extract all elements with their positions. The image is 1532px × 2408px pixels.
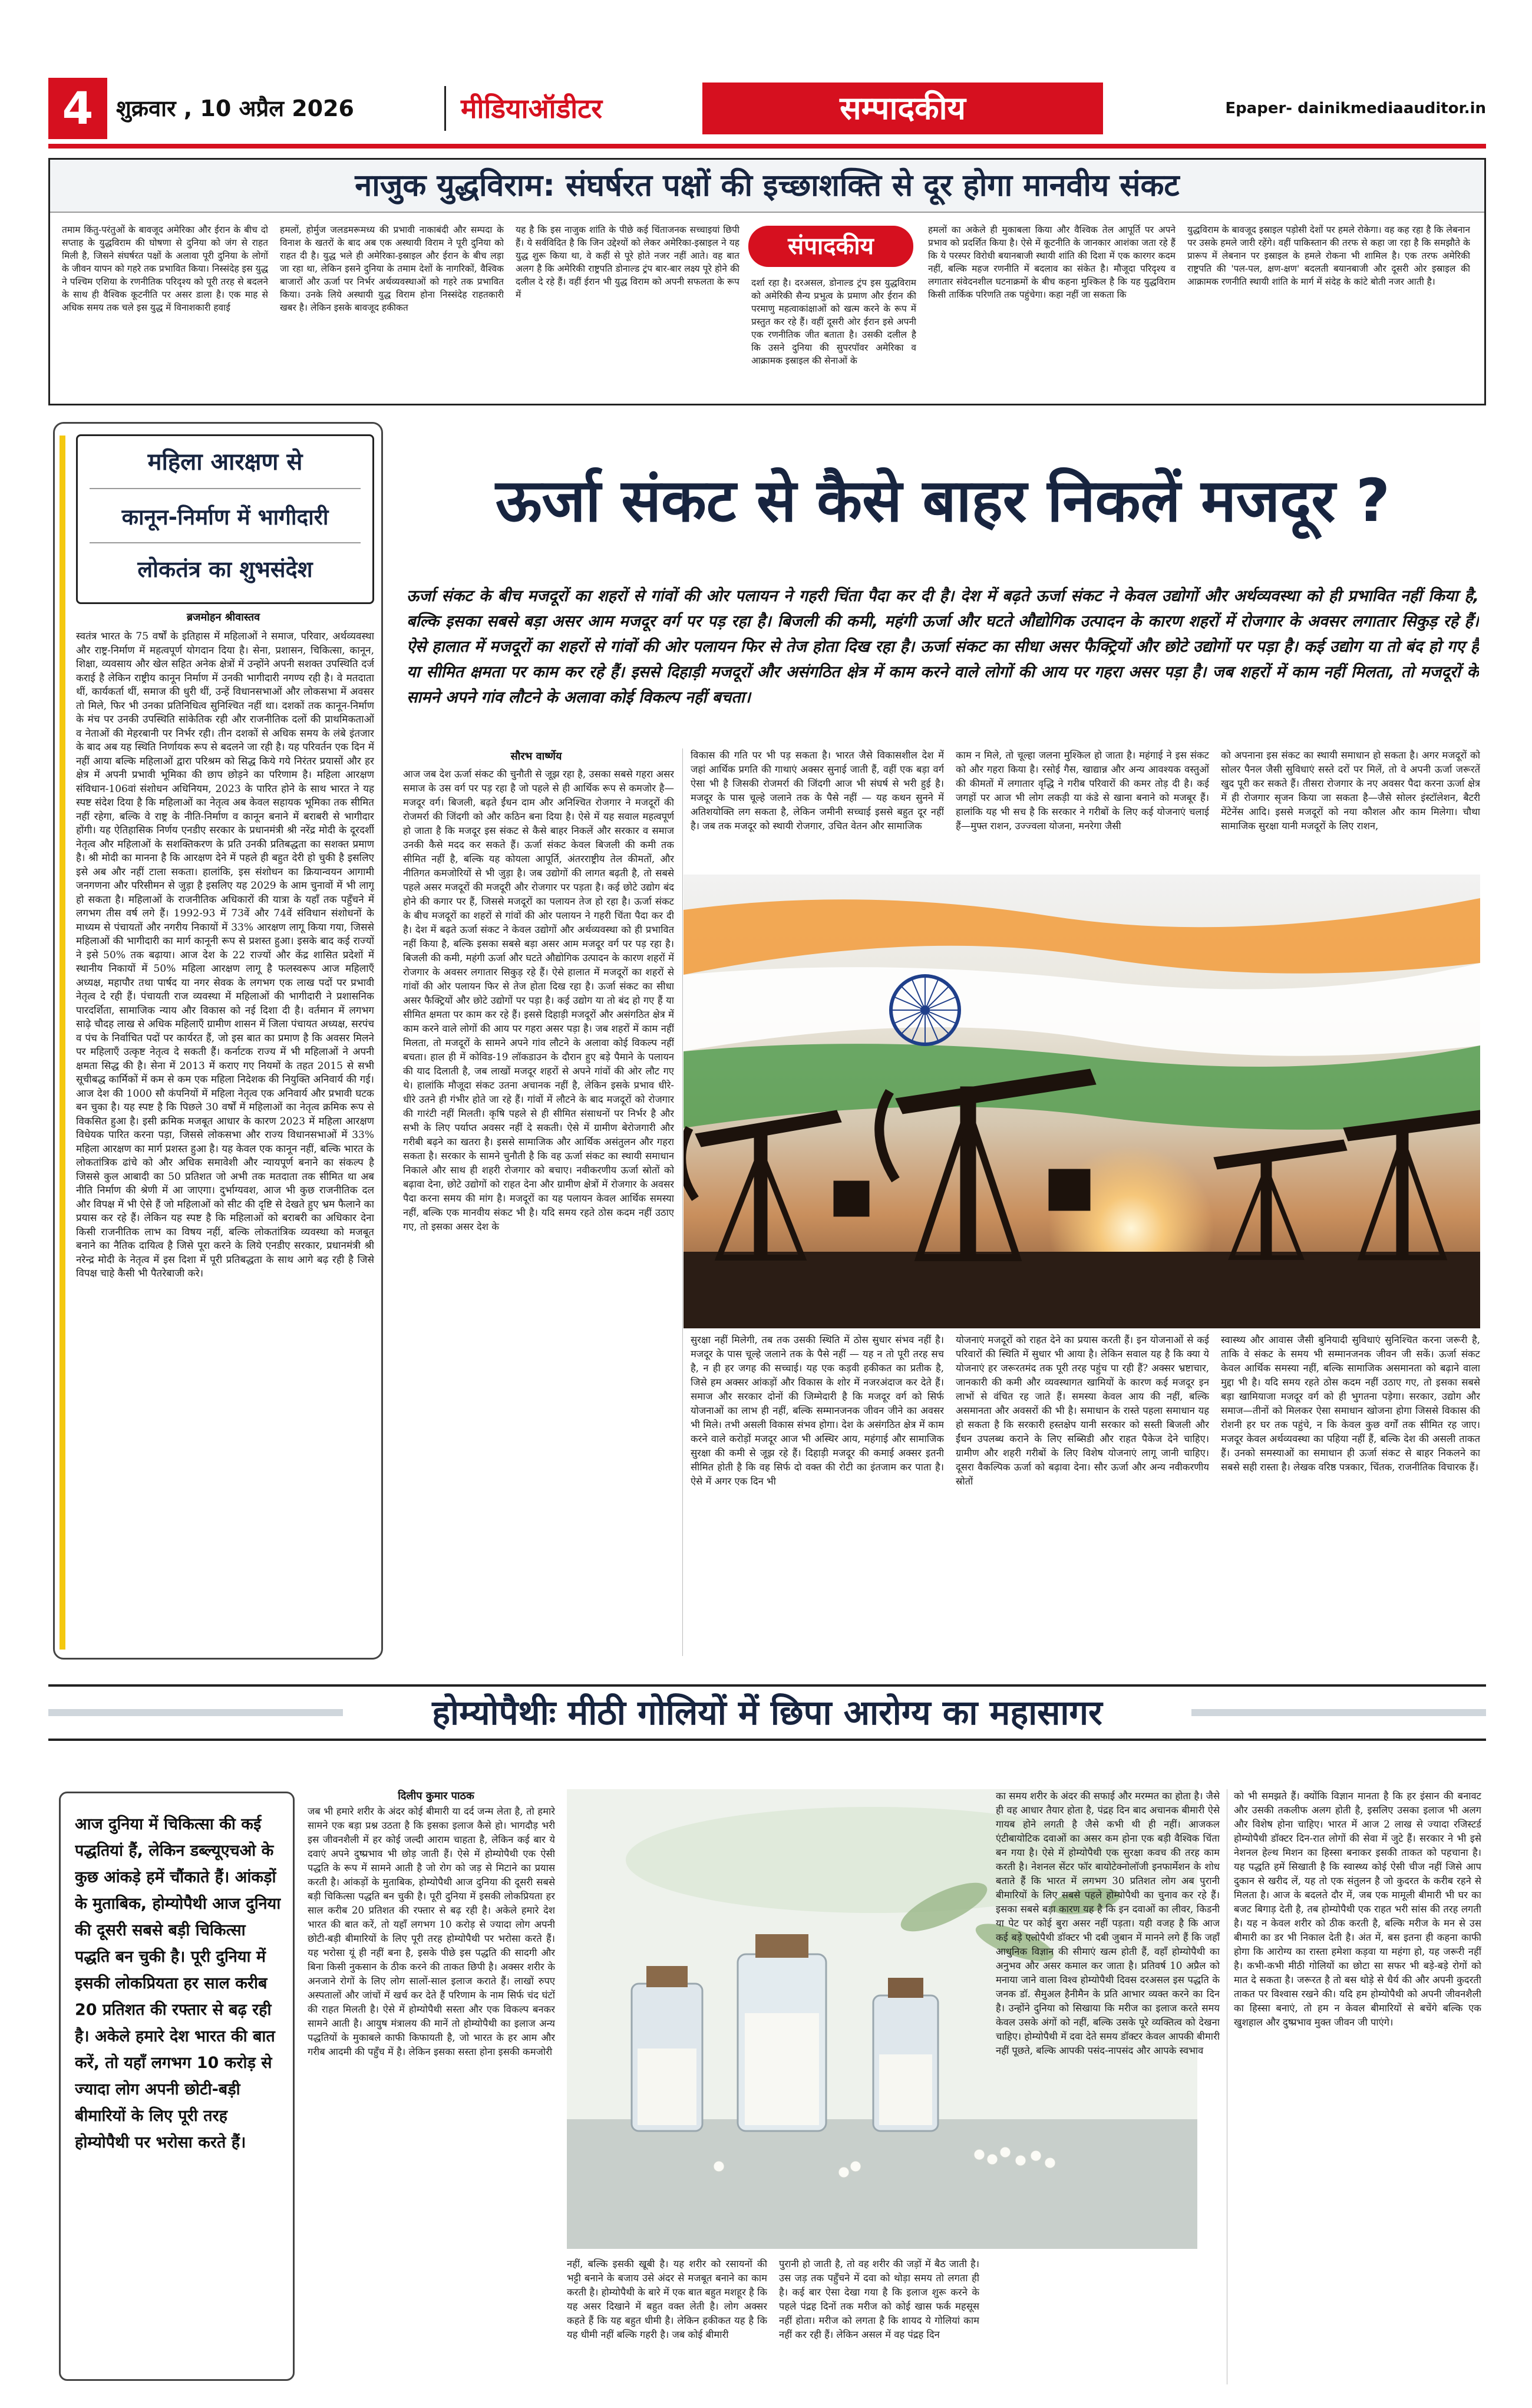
- editorial-col-2: हमलों, होर्मुज जलडमरूमध्य की प्रभावी नाकाबंदी और सम्पदा के विनाश के खतरों के बाद अब एक अस्थायी विराम ने पूरी दुनिया को राहत दी है। युद्ध भले ही अमेरिका-इस्राइल और ईरान के बीच लड़ा जा रहा था, लेकिन इसने दुनिया के तमाम देशों के नागरिकों, वैश्विक बाजारों और ऊर्जा पर निर्भर अर्थव्यवस्थाओं को गहरे तक प्रभावित किया। उनके लिये अस्थायी युद्ध विराम होना निस्संदेह राहतकारी खबर है। लेकिन इसके बावजूद हकीकत: [280, 225, 504, 313]
- homeopathy-headline-bar: [48, 1684, 1486, 1741]
- oil-pumpjack-sunset-flag-icon: [684, 875, 1480, 1328]
- sidebar-headline-box: [76, 434, 374, 604]
- section-banner: सम्पादकीय: [702, 83, 1103, 134]
- sidebar-headline-rule: [90, 488, 361, 489]
- homeopathy-col-5: को भी समझते हैं। क्योंकि विज्ञान मानता है कि हर इंसान की बनावट और उसकी तकलीफ अलग होती है, इसलिए उसका इलाज भी अलग और विशेष होना चाहिए। भारत में आज 2 लाख से ज्यादा रजिस्टर्ड होम्योपैथी डॉक्टर दिन-रात लोगों की सेवा में जुटे हैं। सरकार ने भी इसे नेशनल हेल्थ मिशन का हिस्सा बनाकर इसकी ताकत को पहचाना है। यह पद्धति हमें सिखाती है कि स्वास्थ्य कोई ऐसी चीज नहीं जिसे आप दुकान से खरीद लें, यह तो एक संतुलन है जो कुदरत के करीब रहने से मिलता है। आज के बदलते दौर में, जब एक मामूली बीमारी भी घर का बजट बिगाड़ देती है, तब होम्योपैथी एक राहत भरी सांस की तरह लगती है। यह न केवल शरीर को ठीक करती है, बल्कि मरीज के मन से उस बीमारी का डर भी निकाल देती है। अंत में, बस इतना ही कहना काफी होगा कि आरोग्य का रास्ता हमेशा कड़वा या महंगा हो, यह जरूरी नहीं है। कभी-कभी मीठी गोलियों का छोटा सा सफर भी बड़े-बड़े रोगों को मात दे सकता है। जरूरत है तो बस थोड़े से धैर्य की और अपनी कुदरती ताकत पर विश्वास रखने की। यदि हम होम्योपैथी को अपनी जीवनशैली का हिस्सा बनाएं, तो हम न केवल बीमारियों से बचेंगे बल्कि एक खुशहाल और दुष्प्रभाव मुक्त जीवन जी पाएंगे।: [1234, 1790, 1481, 2028]
- oil-pumpjack-image: [684, 875, 1480, 1328]
- energy-col-2-top: विकास की गति पर भी पड़ सकता है। भारत जैसे विकासशील देश में जहां आर्थिक प्रगति की गाथाएं अक्सर सुनाई जाती हैं, वहीं एक बड़ा वर्ग ऐसा भी है जिसकी रोजमर्रा की जिंदगी आज भी संघर्ष से भरी हुई है। मजदूर के पास चूल्हे जलाने तक के पैसे नहीं — यह कथन सुनने में अतिशयोक्ति लग सकता है, लेकिन जमीनी सच्चाई इससे बहुत दूर नहीं है। जब तक मजदूर को स्थायी रोजगार, उचित वेतन और सामाजिक: [691, 750, 944, 832]
- editorial-headline: नाजुक युद्धविराम: संघर्षरत पक्षों की इच्छाशक्ति से दूर होगा मानवीय संकट: [355, 168, 1180, 203]
- homeopathy-col-1: जब भी हमारे शरीर के अंदर कोई बीमारी या दर्द जन्म लेता है, तो हमारे सामने एक बड़ा प्रश्न उठता है कि इसका इलाज कैसे हो। भागदौड़ भरी इस जीवनशैली में हर कोई जल्दी आराम चाहता है, लेकिन कई बार ये दवाएं अपने दुष्प्रभाव भी छोड़ जाती हैं। ऐसे में होम्योपैथी एक ऐसी पद्धति के रूप में सामने आती है जो रोग को जड़ से मिटाने का प्रयास करती है। आंकड़ों के मुताबिक, होम्योपैथी आज दुनिया की दूसरी सबसे बड़ी चिकित्सा पद्धति बन चुकी है। पूरी दुनिया में इसकी लोकप्रियता हर साल करीब 20 प्रतिशत की रफ्तार से बढ़ रही है। अकेले हमारे देश भारत की बात करें, तो यहाँ लगभग 10 करोड़ से ज्यादा लोग अपनी छोटी-बड़ी बीमारियों के लिए पूरी तरह होम्योपैथी पर भरोसा करते हैं। यह भरोसा यूं ही नहीं बना है, इसके पीछे इस पद्धति की सादगी और बिना किसी नुकसान के ठीक करने की ताकत छिपी है। अक्सर शरीर के अनजाने रोगों के लिए लोग सालों-साल इलाज कराते हैं। लाखों रुपए अस्पतालों और जांचों में खर्च कर देते हैं परिणाम के नाम सिर्फ चंद घंटों की राहत मिलती है। ऐसे में होम्योपैथी सस्ता और एक विकल्प बनकर सामने आती है। आयुष मंत्रालय की मानें तो होम्योपैथी का इलाज अन्य पद्धतियों के मुकाबले काफी किफायती है, जो भारत के हर आम और गरीब आदमी की पहुँच में है। लेकिन इसका सस्ता होना इसकी कमजोरी: [308, 1806, 555, 2057]
- energy-col-4-top: को अपनाना इस संकट का स्थायी समाधान हो सकता है। अगर मजदूरों को सोलर पैनल जैसी सुविधाएं सस्ते दरों पर मिलें, तो वे अपनी ऊर्जा जरूरतें खुद पूरी कर सकते हैं। तीसरा रोजगार के नए अवसर पैदा करना ऊर्जा क्षेत्र में ही रोजगार सृजन किया जा सकता है—जैसे सोलर इंस्टॉलेशन, बैटरी मेंटेनेंस आदि। इससे मजदूरों को नया कौशल और काम मिलेगा। चौथा सामाजिक सुरक्षा यानी मजदूरों के लिए राशन,: [1221, 750, 1480, 832]
- editorial-article: [48, 158, 1486, 405]
- editorial-stamp: संपादकीय: [748, 226, 913, 267]
- editorial-col-6: युद्धविराम के बावजूद इस्राइल पड़ोसी देशों पर हमले रोकेगा। वह कह रहा है कि लेबनान पर उसके हमले जारी रहेंगे। वहीं पाकिस्तान की तरफ से कहा जा रहा है कि समझौते के प्रारूप में लेबनान पर इस्राइल के हमले रोकना भी शामिल है। एक तरफ अमेरिकी राष्ट्रपति की 'पल-पल, क्षण-क्षण' बदलती बयानबाजी और दूसरी ओर इस्राइल की आक्रामक रणनीति स्थायी शांति के मार्ग में संदेह के कांटे बोती नजर आती है।: [1187, 225, 1470, 287]
- masthead-rule: [48, 144, 1486, 149]
- sidebar-headline-rule-2: [90, 542, 361, 543]
- homeopathy-pullquote-box: [59, 1792, 295, 2381]
- homeopathy-pullquote: आज दुनिया में चिकित्सा की कई पद्धतियां हैं, लेकिन डब्ल्यूएचओ के कुछ आंकड़े हमें चौंकाते हैं। आंकड़ों के मुताबिक, होम्योपैथी आज दुनिया की दूसरी सबसे बड़ी चिकित्सा पद्धति बन चुकी है। पूरी दुनिया में इसकी लोकप्रियता हर साल करीब 20 प्रतिशत की रफ्तार से बढ़ रही है। अकेले हमारे देश भारत की बात करें, तो यहाँ लगभग 10 करोड़ से ज्यादा लोग अपनी छोटी-बड़ी बीमारियों के लिए पूरी तरह होम्योपैथी पर भरोसा करते हैं।: [75, 1815, 281, 2152]
- page-number: 4: [48, 78, 107, 139]
- masthead: [48, 78, 1486, 139]
- epaper-url[interactable]: Epaper- dainikmediaauditor.in: [1225, 100, 1486, 117]
- energy-headline: ऊर्जा संकट से कैसे बाहर निकलें मजदूर ?: [495, 466, 1391, 535]
- energy-col-rule-1: [682, 748, 683, 1656]
- energy-standfirst: ऊर्जा संकट के बीच मजदूरों का शहरों से गांवों की ओर पलायन ने गहरी चिंता पैदा कर दी है। देश में बढ़ते ऊर्जा संकट ने केवल उद्योगों और अर्थव्यवस्था को ही प्रभावित नहीं किया है, बल्कि इसका सबसे बड़ा असर आम मजदूर वर्ग पर पड़ रहा है। बिजली की कमी, महंगी ऊर्जा और घटते औद्योगिक उत्पादन के कारण शहरों में रोजगार के अवसर लगातार सिकुड़ रहे हैं। ऐसे हालात में मजदूरों का शहरों से गांवों की ओर पलायन फिर से तेज होता दिख रहा है। ऊर्जा संकट का सीधा असर फैक्ट्रियों और छोटे उद्योगों पर पड़ा है। कई उद्योग या तो बंद हो गए हैं या सीमित क्षमता पर काम कर रहे हैं। इससे दिहाड़ी मजदूरों और असंगठित क्षेत्र में काम करने वाले लोगों की आय पर गहरा असर पड़ा है। जब शहरों में काम नहीं मिलता, तो मजदूरों के सामने अपने गांव लौटने के अलावा कोई विकल्प नहीं बचता।: [407, 587, 1479, 707]
- energy-col-1: आज जब देश ऊर्जा संकट की चुनौती से जूझ रहा है, उसका सबसे गहरा असर समाज के उस वर्ग पर पड़ रहा है जो पहले से ही आर्थिक रूप से कमजोर है—मजदूर वर्ग। बिजली, बढ़ते ईंधन दाम और अनिश्चित रोजगार ने मजदूरों की रोजमर्रा की जिंदगी को और कठिन बना दिया है। ऐसे में यह सवाल महत्वपूर्ण हो जाता है कि मजदूर इस संकट से कैसे बाहर निकलें और सरकार व समाज उनकी कैसे मदद कर सकते हैं। ऊर्जा संकट केवल बिजली की कमी तक सीमित नहीं है, बल्कि यह कोयला आपूर्ति, अंतरराष्ट्रीय तेल कीमतों, और नीतिगत कमजोरियों से भी जुड़ा है। जब उद्योगों की लागत बढ़ती है, तो सबसे पहले असर मजदूरों की मजदूरी और रोजगार पर पड़ता है। कई छोटे उद्योग बंद होने की कगार पर हैं, जिससे मजदूरों का पलायन तेज हो रहा है। ऊर्जा संकट के बीच मजदूरों का शहरों से गांवों की ओर पलायन ने गहरी चिंता पैदा कर दी है। देश में बढ़ते ऊर्जा संकट ने केवल उद्योगों और अर्थव्यवस्था को ही प्रभावित नहीं किया है, बल्कि इसका सबसे बड़ा असर आम मजदूर वर्ग पर पड़ रहा है। बिजली की कमी, महंगी ऊर्जा और घटते औद्योगिक उत्पादन के कारण शहरों में रोजगार के अवसर लगातार सिकुड़ रहे हैं। ऐसे हालात में मजदूरों का शहरों से गांवों की ओर पलायन फिर से तेज होता दिख रहा है। ऊर्जा संकट का सीधा असर फैक्ट्रियों और छोटे उद्योगों पर पड़ा है। कई उद्योग या तो बंद हो गए हैं या सीमित क्षमता पर काम कर रहे हैं। इससे दिहाड़ी मजदूरों और असंगठित क्षेत्र में काम करने वाले लोगों की आय पर गहरा असर पड़ा है। जब शहरों में काम नहीं मिलता, तो मजदूरों के सामने अपने गांव लौटने के अलावा कोई विकल्प नहीं बचता। हाल ही में कोविड-19 लॉकडाउन के दौरान हुए बड़े पैमाने के पलायन की याद दिलाती है, जब लाखों मजदूर शहरों से अपने गांवों की ओर लौट गए थे। हालांकि मौजूदा संकट उतना अचानक नहीं है, लेकिन इसके प्रभाव धीरे-धीरे उतने ही गंभीर होते जा रहे हैं। गांवों में लौटने के बाद मजदूरों को रोजगार की गारंटी नहीं मिलती। कृषि पहले से ही सीमित संसाधनों पर निर्भर है और सभी के लिए पर्याप्त अवसर नहीं दे सकती। ऐसे में ग्रामीण बेरोजगारी और गरीबी बढ़ने का खतरा है। इससे सामाजिक और आर्थिक असंतुलन और गहरा सकता है। सरकार के सामने चुनौती है कि वह ऊर्जा संकट का स्थायी समाधान निकाले और साथ ही शहरी रोजगार को बचाए। नवीकरणीय ऊर्जा स्रोतों को बढ़ावा देना, छोटे उद्योगों को राहत देना और ग्रामीण क्षेत्रों में रोजगार के अवसर पैदा करना समय की मांग है। मजदूरों का यह पलायन केवल आर्थिक समस्या नहीं, बल्कि एक मानवीय संकट भी है। यदि समय रहते ठोस कदम नहीं उठाए गए, तो इसका असर देश के: [403, 768, 674, 1232]
- homeopathy-col-2: नहीं, बल्कि इसकी खूबी है। यह शरीर को रसायनों की भट्टी बनाने के बजाय उसे अंदर से मजबूत बनाने का काम करती है। होम्योपैथी के बारे में एक बात बहुत मशहूर है कि यह असर दिखाने में बहुत वक्त लेती है। लोग अक्सर कहते हैं कि यह बहुत धीमी है। लेकिन हकीकत यह है कि यह धीमी नहीं बल्कि गहरी है। जब कोई बीमारी: [567, 2258, 767, 2340]
- energy-col-3-top: काम न मिले, तो चूल्हा जलना मुश्किल हो जाता है। महंगाई ने इस संकट को और गहरा किया है। रसोई गैस, खाद्यान्न और अन्य आवश्यक वस्तुओं की कीमतों में लगातार वृद्धि ने गरीब परिवारों की कमर तोड़ दी है। कई जगहों पर आज भी लोग लकड़ी या कंडे से खाना बनाने को मजबूर हैं। हालांकि यह भी सच है कि सरकार ने गरीबों के लिए कई योजनाएं चलाई हैं—मुफ्त राशन, उज्ज्वला योजना, मनरेगा जैसी: [956, 750, 1209, 832]
- sidebar-accent: [60, 436, 65, 1650]
- editorial-col-1: तमाम किंतु-परंतुओं के बावजूद अमेरिका और ईरान के बीच दो सप्ताह के युद्धविराम की घोषणा से दुनिया को जंग से राहत मिली है, जिसने संघर्षरत पक्षों के अलावा पूरी दुनिया के लोगों के जीवन यापन को गहरे तक प्रभावित किया। निस्संदेह इस युद्ध ने पश्चिम एशिया के रणनीतिक परिदृश्य को पूरी तरह से बदलने के साथ ही वैश्विक कूटनीति पर असर डाला है। एक माह से अधिक समय तक चले इस युद्ध में विनाशकारी हवाई: [62, 225, 268, 313]
- homeopathy-col-3: पुरानी हो जाती है, तो वह शरीर की जड़ों में बैठ जाती है। उस जड़ तक पहुँचने में दवा को थोड़ा समय तो लगता ही है। कई बार ऐसा देखा गया है कि इलाज शुरू करने के पहले पंद्रह दिनों तक मरीज को कोई खास फर्क महसूस नहीं होता। मरीज को लगता है कि शायद ये गोलियां काम नहीं कर रही हैं। लेकिन असल में वह पंद्रह दिन: [779, 2258, 979, 2340]
- editorial-col-3: यह है कि इस नाजुक शांति के पीछे कई चिंताजनक सच्चाइयां छिपी हैं। ये सर्वविदित है कि जिन उद्देश्यों को लेकर अमेरिका-इस्राइल ने यह युद्ध शुरू किया था, वे कहीं से पूरे होते नजर नहीं आते। वह बात अलग है कि अमेरिकी राष्ट्रपति डोनाल्ड ट्रंप बार-बार लक्ष्य पूरे होने की दलील दे रहे हैं। वहीं ईरान भी युद्ध विराम को अपनी सफलता के रूप में: [516, 225, 739, 300]
- sidebar-author: ब्रजमोहन श्रीवास्तव: [186, 611, 260, 624]
- homeopathy-headline: होम्योपैथीः मीठी गोलियों में छिपा आरोग्य का महासागर: [432, 1693, 1102, 1733]
- homeopathy-author: दिलीप कुमार पाठक: [398, 1790, 474, 1802]
- sidebar-headline-line-2: कानून-निर्माण में भागीदारी: [121, 504, 329, 530]
- editorial-col-4: दर्शा रहा है। दरअसल, डोनाल्ड ट्रंप इस युद्धविराम को अमेरिकी सैन्य प्रभुत्व के प्रमाण और ईरान की परमाणु महत्वाकांक्षाओं को खत्म करने के रूप में प्रस्तुत कर रहे हैं। वहीं दूसरी ओर ईरान इसे अपनी एक रणनीतिक जीत बताता है। उसकी दलील है कि उसने दुनिया की सुपरपॉवर अमेरिका व आक्रामक इस्राइल की सेनाओं के: [751, 278, 916, 366]
- energy-col-3-bottom: योजनाएं मजदूरों को राहत देने का प्रयास करती हैं। इन योजनाओं से कई परिवारों की स्थिति में सुधार भी आया है। लेकिन सवाल यह है कि क्या ये योजनाएं हर जरूरतमंद तक पूरी तरह पहुंच पा रही हैं? अक्सर भ्रष्टाचार, जानकारी की कमी और व्यवस्थागत खामियों के कारण कई मजदूर इन लाभों से वंचित रह जाते हैं। समस्या केवल आय की नहीं, बल्कि असमानता और अवसरों की भी है। समाधान के रास्ते पहला समाधान यह हो सकता है कि सरकारी हस्तक्षेप यानी सरकार को सस्ती बिजली और ईंधन उपलब्ध कराने के लिए सब्सिडी और राहत पैकेज देने चाहिए। ग्रामीण और शहरी गरीबों के लिए विशेष योजनाएं लागू जानी चाहिए। दूसरा वैकल्पिक ऊर्जा को बढ़ावा देना। सौर ऊर्जा और अन्य नवीकरणीय स्रोतों: [956, 1334, 1209, 1487]
- sidebar-headline-line-1: महिला आरक्षण से: [147, 448, 303, 476]
- energy-col-4-bottom: स्वास्थ्य और आवास जैसी बुनियादी सुविधाएं सुनिश्चित करना जरूरी है, ताकि वे संकट के समय भी सम्मानजनक जीवन जी सकें। ऊर्जा संकट केवल आर्थिक समस्या नहीं, बल्कि सामाजिक असमानता को बढ़ाने वाला मुद्दा भी है। यदि समय रहते ठोस कदम नहीं उठाए गए, तो इसका सबसे बड़ा खामियाजा मजदूर वर्ग को ही भुगतना पड़ेगा। सरकार, उद्योग और समाज—तीनों को मिलकर ऐसा समाधान खोजना होगा जिससे विकास की रोशनी हर घर तक पहुंचे, न कि केवल कुछ वर्गों तक सीमित रह जाए। मजदूर केवल अर्थव्यवस्था का पहिया नहीं हैं, बल्कि देश की असली ताकत हैं। उनको समस्याओं का समाधान ही ऊर्जा संकट से बाहर निकलने का सबसे सही रास्ता है। लेखक वरिष्ठ पत्रकार, चिंतक, राजनीतिक विचारक हैं।: [1221, 1334, 1480, 1473]
- editorial-col-5: हमलों का अकेले ही मुकाबला किया और वैश्विक तेल आपूर्ति पर अपने प्रभाव को प्रदर्शित किया है। ऐसे में कूटनीति के जानकार आशंका जता रहे हैं कि ये परस्पर विरोधी बयानबाजी स्थायी शांति की दिशा में एक कारगर कदम नहीं, बल्कि महज रणनीति में बदलाव का संकेत है। मौजूदा परिदृश्य व लगातार संवेदनशील घटनाक्रमों के बीच कहना मुश्किल है कि यह युद्धविराम किसी तार्किक परिणति तक पहुंचेगा। कहा नहीं जा सकता कि: [928, 225, 1176, 300]
- homeopathy-col-4: का समय शरीर के अंदर की सफाई और मरम्मत का होता है। जैसे ही वह आधार तैयार होता है, पंद्रह दिन बाद अचानक बीमारी ऐसे गायब होने लगती है जैसे कभी थी ही नहीं। आजकल एंटीबायोटिक दवाओं का असर कम होना एक बड़ी वैश्विक चिंता बन गया है। ऐसे में होम्योपैथी एक सुरक्षा कवच की तरह काम करती है। नेशनल सेंटर फॉर बायोटेक्नोलॉजी इनफार्मेशन के शोध बताते हैं कि भारत में लगभग 30 प्रतिशत लोग अब पुरानी बीमारियों के लिए सबसे पहले होम्योपैथी का चुनाव कर रहे हैं। इसका सबसे बड़ा कारण यह है कि इन दवाओं का लीवर, किडनी या पेट पर कोई बुरा असर नहीं पड़ता। यही वजह है कि आज कई बड़े एलोपैथी डॉक्टर भी दबी जुबान में मानने लगे हैं कि जहाँ आधुनिक विज्ञान की सीमाएं खत्म होती हैं, वहाँ होम्योपैथी का अनुभव और असर कमाल कर जाता है। प्रतिवर्ष 10 अप्रैल को मनाया जाने वाला विश्व होम्योपैथी दिवस दरअसल इस पद्धति के जनक डॉ. सैमुअल हैनीमैन के प्रति आभार व्यक्त करने का दिन है। उन्होंने दुनिया को सिखाया कि मरीज का इलाज करते समय केवल उसके अंगों को नहीं, बल्कि उसके पूरे व्यक्तित्व को देखना चाहिए। होम्योपैथी में दवा देते समय डॉक्टर केवल आपकी बीमारी नहीं पूछते, बल्कि आपकी पसंद-नापसंद और आपके स्वभाव: [996, 1790, 1220, 2056]
- sidebar-headline-line-3: लोकतंत्र का शुभसंदेश: [137, 556, 313, 582]
- women-reservation-article: [53, 422, 383, 1660]
- sidebar-body: स्वतंत्र भारत के 75 वर्षों के इतिहास में महिलाओं ने समाज, परिवार, अर्थव्यवस्था और राष्ट्र-निर्माण में महत्वपूर्ण योगदान दिया है। सेना, प्रशासन, चिकित्सा, कानून, शिक्षा, व्यवसाय और खेल सहित अनेक क्षेत्रों में उन्होंने अपनी सशक्त उपस्थिति दर्ज कराई है लेकिन राष्ट्रीय कानून निर्माण में उनकी भागीदारी नगण्य रही है। वे मतदाता थीं, कार्यकर्ता थीं, समाज की धुरी थीं, उन्हें विधानसभाओं और लोकसभा में अवसर तो मिले, फिर भी उनका प्रतिनिधित्व सुनिश्चित नहीं था। दशकों तक कानून-निर्माण के मंच पर उनकी उपस्थिति सांकेतिक रही और राजनीतिक दलों की प्राथमिकताओं व नेताओं की मेहरबानी पर निर्भर रही। तीन दशकों से अधिक समय के लंबे इंतजार के बाद अब यह स्थिति निर्णायक रूप से बदलने जा रही है। यह परिवर्तन एक दिन में नहीं आया बल्कि महिलाओं द्वारा परिश्रम को सिद्ध किये गये निरंतर प्रयासों और हर क्षेत्र में अपनी प्रभावी भूमिका की छाप छोड़ने का परिणाम है। महिला आरक्षण संविधान-106वां संशोधन अधिनियम, 2023 के पारित होने के साथ भारत ने यह स्पष्ट संदेश दिया है कि महिलाओं का नेतृत्व अब केवल सहायक भूमिका तक सीमित नहीं रहेगा, बल्कि वे राष्ट्र के नीति-निर्माण व कानून बनाने में बराबरी से भागीदार होंगी। यह ऐतिहासिक निर्णय एनडीए सरकार के प्रधानमंत्री श्री नरेंद्र मोदी के दूरदर्शी नेतृत्व और महिलाओं के सशक्तिकरण के प्रति उनकी प्रतिबद्धता का सशक्त प्रमाण है। श्री मोदी का मानना है कि आरक्षण देने में पहले ही बहुत देरी हो चुकी है इसलिए इसे अब और नहीं टाला सकता। हालांकि, इस संशोधन का क्रियान्वयन आगामी जनगणना और परिसीमन से जुड़ा है इसलिए यह 2029 के आम चुनावों में भी लागू हो सकता है। महिलाओं के राजनीतिक अधिकारों की यात्रा के यहाँ तक पहुँचने में लगभग तीस वर्ष लगे हैं। 1992-93 में 73वें और 74वें संविधान संशोधनों के माध्यम से पंचायतों और नगरीय निकायों में 33% आरक्षण लागू किया गया, जिससे महिलाओं की भागीदारी का मार्ग कानूनी रूप से प्रशस्त हुआ। इसके बाद कई राज्यों ने इसे 50% तक बढ़ाया। आज देश के 22 राज्यों और केंद्र शासित प्रदेशों में स्थानीय निकायों में 50% महिला आरक्षण लागू है फलस्वरूप आज महिलाएँ अध्यक्ष, महापौर तथा पार्षद या नगर सेवक के लगभग एक लाख पदों पर प्रभावी नेतृत्व दे रही हैं। पंचायती राज व्यवस्था में महिलाओं की भागीदारी ने प्रशासनिक पारदर्शिता, सामाजिक न्याय और विकास को नई दिशा दी है। वर्तमान में लगभग साढ़े चौदह लाख से अधिक महिलाएँ ग्रामीण शासन में जिला पंचायत अध्यक्ष, सरपंच व पंच के निर्वाचित पदों पर कार्यरत हैं, जो इस बात का प्रमाण है कि अवसर मिलने पर महिलाएँ उत्कृष्ट नेतृत्व दे सकती हैं। कर्नाटक राज्य में भी महिलाओं ने अपनी क्षमता सिद्ध की है। सेना में 2013 में कराए गए नियमों के तहत 2015 से सभी सूचीबद्ध कार्मिकों में कम से कम एक महिला निदेशक की नियुक्ति अनिवार्य की गई। आज देश की 1000 सौ कंपनियों में महिला नेतृत्व एक अनिवार्य और प्रभावी घटक बन चुका है। यह स्पष्ट है कि पिछले 30 वर्षों में महिलाओं का नेतृत्व क्रमिक रूप से विकसित हुआ है। इसी क्रमिक मजबूत आधार के कारण 2023 में महिला आरक्षण विधेयक पारित करना पड़ा, जिससे लोकसभा और राज्य विधानसभाओं में 33% महिला आरक्षण का मार्ग प्रशस्त हुआ है। यह केवल एक कानून नहीं, बल्कि भारत के लोकतांत्रिक ढांचे को और अधिक समावेशी और न्यायपूर्ण बनाने का संकल्प है जिससे कुल आबादी का 50 प्रतिशत जो अभी तक मतदाता तक सीमित था अब नीति निर्माण की श्रेणी में आ जाएगा। दुर्भाग्यवश, आज भी कुछ राजनीतिक दल और विपक्ष में भी ऐसे हैं जो महिलाओं को सीट की दृष्टि से देखते हुए भ्रम फैलाने का प्रयास कर रहे हैं। लेकिन यह स्पष्ट है कि महिलाओं को बराबरी का अधिकार देना किसी राजनीतिक लाभ का विषय नहीं, बल्कि लोकतांत्रिक व्यवस्था को मजबूत बनाने का नैतिक दायित्व है जिसे पूरा करने के लिये एनडीए सरकार, प्रधानमंत्री श्री नरेन्द्र मोदी के नेतृत्व में इस दिशा में पूरी प्रतिबद्धता के साथ आगे बढ़ रही है जिसे विपक्ष चाहे कैसी भी पैतरेबाजी करे।: [76, 631, 374, 1279]
- issue-date: शुक्रवार , 10 अप्रैल 2026: [116, 95, 354, 121]
- energy-author: सौरभ वार्ष्णेय: [510, 750, 562, 763]
- masthead-divider: [444, 86, 446, 131]
- paper-name: मीडियाऑडीटर: [461, 93, 603, 124]
- energy-col-2-bottom: सुरक्षा नहीं मिलेगी, तब तक उसकी स्थिति में ठोस सुधार संभव नहीं है। मजदूर के पास चूल्हे जलाने तक के पैसे नहीं — यह न तो पूरी तरह सच है, न ही हर जगह की सच्चाई। यह एक कड़वी हकीकत का प्रतीक है, जिसे हम अक्सर आंकड़ों और विकास के शोर में नजरअंदाज कर देते हैं। समाज और सरकार दोनों की जिम्मेदारी है कि मजदूर वर्ग को सिर्फ योजनाओं का लाभ ही नहीं, बल्कि सम्मानजनक जीवन जीने का अवसर भी मिले। तभी असली विकास संभव होगा। देश के असंगठित क्षेत्र में काम करने वाले करोड़ों मजदूर आज भी अस्थिर आय, महंगाई और सामाजिक सुरक्षा की कमी से जूझ रहे हैं। दिहाड़ी मजदूर की कमाई अक्सर इतनी सीमित होती है कि वह सिर्फ दो वक्त की रोटी का इंतजाम कर पाता है। ऐसे में अगर एक दिन भी: [691, 1334, 944, 1487]
